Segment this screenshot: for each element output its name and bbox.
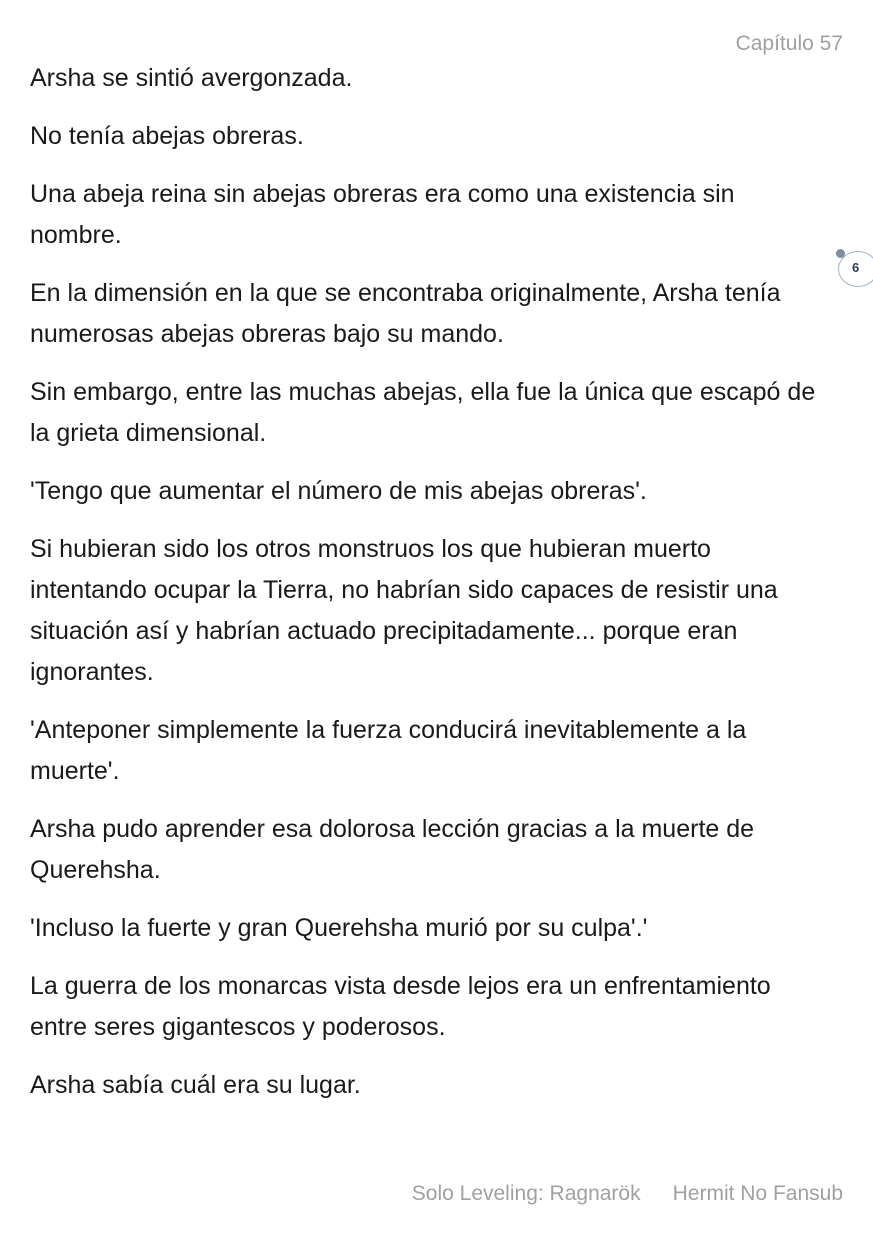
footer: [412, 1182, 843, 1206]
comment-count: 6: [852, 260, 860, 275]
paragraph: Una abeja reina sin abejas obreras era como una existencia sin nombre.: [30, 180, 735, 249]
paragraph: Sin embargo, entre las muchas abejas, ella fue la única que escapó de la grieta dimensional.: [30, 378, 816, 447]
paragraph: Si hubieran sido los otros monstruos los que hubieran muerto intentando ocupar la Tierra, no habrían sido capaces de resistir una situación así y habrían actuado precipitadamente... porque eran ignorantes.: [30, 535, 778, 686]
paragraph: 'Tengo que aumentar el número de mis abejas obreras'.: [30, 477, 647, 505]
comment-count-badge[interactable]: [838, 251, 873, 287]
paragraph: 'Incluso la fuerte y gran Querehsha murió por su culpa'.': [30, 914, 648, 942]
paragraph: Arsha se sintió avergonzada.: [30, 64, 353, 92]
novel-title: Solo Leveling: Ragnarök: [411, 1182, 641, 1205]
paragraph: Arsha sabía cuál era su lugar.: [30, 1071, 361, 1099]
paragraph: En la dimensión en la que se encontraba originalmente, Arsha tenía numerosas abejas obreras bajo su mando.: [30, 279, 781, 348]
translator-group: Hermit No Fansub: [672, 1182, 843, 1205]
chapter-label: Capítulo 57: [735, 32, 843, 55]
indicator-dot: [836, 249, 845, 258]
paragraph: 'Anteponer simplemente la fuerza conducirá inevitablemente a la muerte'.: [30, 716, 747, 785]
chapter-text: [30, 58, 830, 1123]
paragraph: La guerra de los monarcas vista desde lejos era un enfrentamiento entre seres gigantescos y poderosos.: [30, 972, 771, 1041]
paragraph: Arsha pudo aprender esa dolorosa lección gracias a la muerte de Querehsha.: [30, 815, 755, 884]
paragraph: No tenía abejas obreras.: [30, 122, 304, 150]
